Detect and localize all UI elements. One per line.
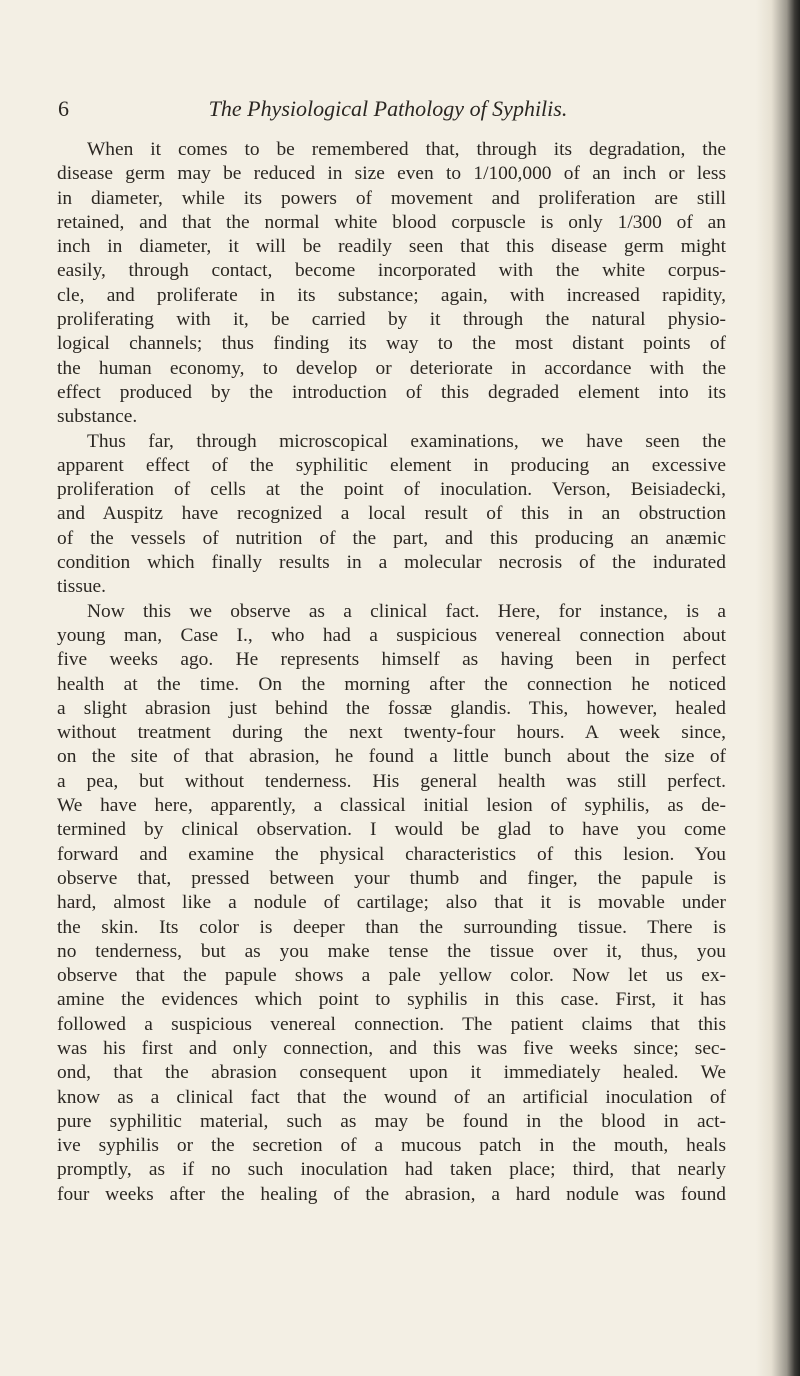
text-line: no tenderness, but as you make tense the tissue over it, thus, you (57, 940, 726, 962)
text-line: observe that, pressed between your thumb and finger, the papule is (57, 867, 726, 889)
text-line: easily, through contact, become incorporated with the white corpus- (57, 260, 726, 282)
text-line: young man, Case I., who had a suspicious venereal connection about (57, 624, 726, 646)
text-line: promptly, as if no such inoculation had taken place; third, that nearly (57, 1159, 726, 1181)
body-text (57, 138, 726, 1207)
running-title: The Physiological Pathology of Syphilis. (208, 96, 568, 121)
text-line: forward and examine the physical characteristics of this lesion. You (57, 843, 726, 865)
text-line: inch in diameter, it will be readily seen that this disease germ might (57, 236, 726, 258)
text-line: Now this we observe as a clinical fact. Here, for instance, is a (87, 600, 726, 622)
text-line: Thus far, through microscopical examinations, we have seen the (87, 430, 726, 452)
text-line: termined by clinical observation. I would be glad to have you come (57, 819, 726, 841)
text-line: the skin. Its color is deeper than the surrounding tissue. There is (57, 916, 726, 938)
text-line: logical channels; thus finding its way to the most distant points of (57, 333, 726, 355)
text-line: a slight abrasion just behind the fossæ glandis. This, however, healed (57, 697, 726, 719)
text-line: without treatment during the next twenty-four hours. A week since, (57, 722, 726, 744)
text-line: retained, and that the normal white blood corpuscle is only 1/300 of an (57, 211, 726, 233)
text-line: know as a clinical fact that the wound of an artificial inoculation of (57, 1086, 726, 1108)
page-header (58, 96, 718, 126)
text-line: observe that the papule shows a pale yellow color. Now let us ex- (57, 965, 726, 987)
text-line: five weeks ago. He represents himself as having been in perfect (57, 649, 726, 671)
text-line: When it comes to be remembered that, through its degradation, the (87, 139, 726, 160)
text-line: We have here, apparently, a classical initial lesion of syphilis, as de- (57, 795, 726, 817)
book-spine-edge (756, 0, 800, 1376)
text-line: the human economy, to develop or deteriorate in accordance with the (57, 357, 726, 379)
text-line: hard, almost like a nodule of cartilage; also that it is movable under (57, 892, 726, 914)
text-line: ive syphilis or the secretion of a mucous patch in the mouth, heals (57, 1135, 726, 1157)
text-line: and Auspitz have recognized a local result of this in an obstruction (57, 503, 726, 525)
text-line: ond, that the abrasion consequent upon it immediately healed. We (57, 1062, 726, 1084)
text-line: followed a suspicious venereal connection. The patient claims that this (57, 1013, 726, 1035)
text-line: four weeks after the healing of the abrasion, a hard nodule was found (57, 1183, 726, 1205)
text-line: proliferating with it, be carried by it through the natural physio- (57, 309, 726, 331)
page-number: 6 (58, 96, 69, 121)
text-line: was his first and only connection, and this was five weeks since; sec- (57, 1037, 726, 1059)
text-line: disease germ may be reduced in size even to 1/100,000 of an inch or less (57, 163, 726, 185)
text-line: condition which finally results in a molecular necrosis of the indurated (57, 552, 726, 574)
text-line: health at the time. On the morning after the connection he noticed (57, 673, 726, 695)
text-line: apparent effect of the syphilitic element in producing an excessive (57, 454, 726, 476)
text-line: proliferation of cells at the point of inoculation. Verson, Beisiadecki, (57, 479, 726, 501)
text-line: amine the evidences which point to syphilis in this case. First, it has (57, 989, 726, 1011)
text-line: of the vessels of nutrition of the part, and this producing an anæmic (57, 527, 726, 549)
text-line: a pea, but without tenderness. His general health was still perfect. (57, 770, 726, 792)
text-line: effect produced by the introduction of this degraded element into its (57, 381, 726, 403)
text-line: in diameter, while its powers of movement and proliferation are still (57, 187, 726, 209)
text-line: tissue. (57, 576, 107, 598)
text-line: pure syphilitic material, such as may be found in the blood in act- (57, 1110, 726, 1132)
text-line: on the site of that abrasion, he found a little bunch about the size of (57, 746, 726, 768)
text-line: substance. (57, 406, 138, 428)
text-line: cle, and proliferate in its substance; again, with increased rapidity, (57, 284, 726, 306)
